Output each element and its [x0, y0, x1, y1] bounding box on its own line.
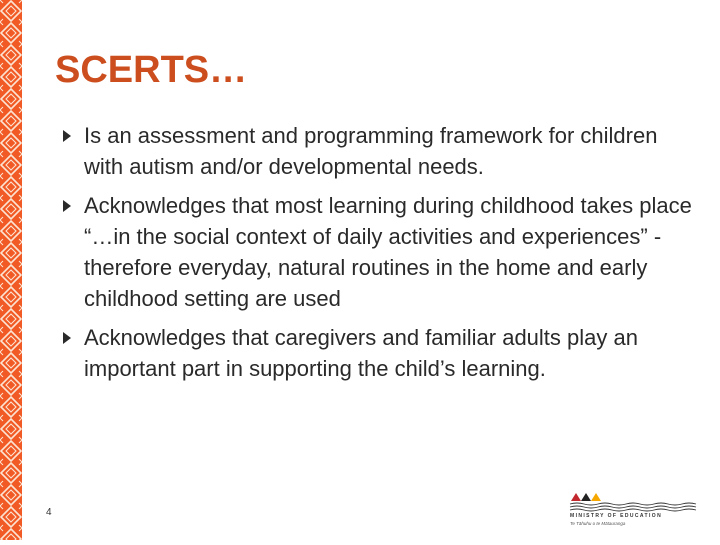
slide-number: 4 — [46, 507, 52, 518]
bullet-item — [62, 120, 702, 182]
triangle-right-icon — [62, 130, 72, 142]
bullet-item — [62, 322, 702, 384]
bullet-item — [62, 190, 702, 314]
logo-emblem-icon — [567, 492, 697, 512]
decorative-pattern-border — [0, 0, 22, 540]
ministry-of-education-logo — [567, 492, 697, 530]
bullet-text: Acknowledges that most learning during childhood takes place “…in the social context of daily activities and experiences” - therefore everyday, natural routines in the home and early childhood setting are used — [84, 193, 692, 311]
bullet-text: Is an assessment and programming framework for children with autism and/or developmental needs. — [84, 123, 658, 179]
bullet-list — [62, 120, 702, 392]
slide-title: SCERTS… — [55, 49, 248, 91]
logo-maori-name: Te Tāhuhu o te Mātauranga — [570, 521, 626, 526]
triangle-right-icon — [62, 332, 72, 344]
triangle-right-icon — [62, 200, 72, 212]
bullet-text: Acknowledges that caregivers and familiar adults play an important part in supporting the child’s learning. — [84, 325, 638, 381]
logo-name: MINISTRY OF EDUCATION — [570, 513, 663, 519]
